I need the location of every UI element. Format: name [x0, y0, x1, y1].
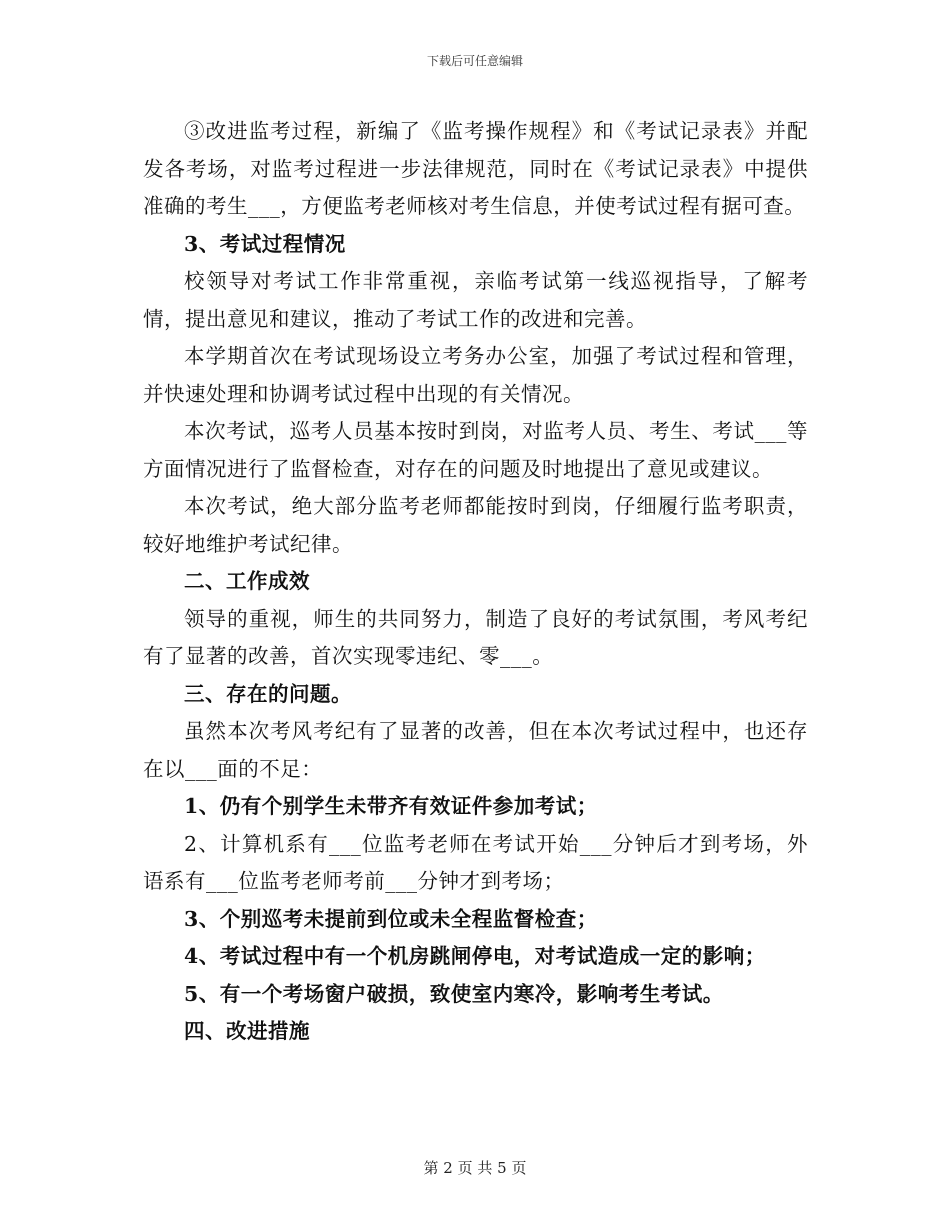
- list-item-problem-1: 1、仍有个别学生未带齐有效证件参加考试；: [184, 794, 598, 818]
- page-number-footer: 第 2 页 共 5 页: [423, 1159, 527, 1177]
- paragraph-problems-intro: 虽然本次考风考纪有了显著的改善，但在本次考试过程中，也还存在以___面的不足：: [143, 719, 808, 781]
- section-heading-problems: 三、存在的问题。: [184, 681, 352, 706]
- paragraph-exam-office: 本学期首次在考试现场设立考务办公室，加强了考试过程和管理，并快速处理和协调考试过程中出现的有关情况。: [143, 344, 808, 406]
- paragraph-proctors: 本次考试，绝大部分监考老师都能按时到岗，仔细履行监考职责，较好地维护考试纪律。: [143, 494, 808, 556]
- document-body: [143, 113, 808, 1051]
- page-header: 下载后可任意编辑: [426, 54, 523, 68]
- section-heading-results: 二、工作成效: [184, 569, 310, 593]
- paragraph-results: 领导的重视，师生的共同努力，制造了良好的考试氛围，考风考纪有了显著的改善，首次实现零违纪、零___。: [143, 606, 808, 668]
- paragraph-exam-process-improvement: ③改进监考过程，新编了《监考操作规程》和《考试记录表》并配发各考场，对监考过程进一步法律规范，同时在《考试记录表》中提供准确的考生___，方便监考老师核对考生信息，并使考试过程有据可查。: [143, 119, 808, 218]
- list-item-problem-3: 3、个别巡考未提前到位或未全程监督检查；: [184, 906, 598, 931]
- list-item-problem-2: 2、计算机系有___位监考老师在考试开始___分钟后才到考场，外语系有___位监考老师考前___分钟才到考场；: [143, 831, 808, 893]
- list-item-problem-5: 5、有一个考场窗户破损，致使室内寒冷，影响考生考试。: [184, 981, 724, 1006]
- paragraph-leadership: 校领导对考试工作非常重视，亲临考试第一线巡视指导，了解考情，提出意见和建议，推动了考试工作的改进和完善。: [143, 269, 808, 331]
- section-heading-exam-process: 3、考试过程情况: [184, 231, 346, 256]
- list-item-problem-4: 4、考试过程中有一个机房跳闸停电，对考试造成一定的影响；: [184, 944, 766, 968]
- section-heading-improvements: 四、改进措施: [184, 1019, 310, 1043]
- paragraph-inspectors: 本次考试，巡考人员基本按时到岗，对监考人员、考生、考试___等方面情况进行了监督检查，对存在的问题及时地提出了意见或建议。: [143, 419, 808, 481]
